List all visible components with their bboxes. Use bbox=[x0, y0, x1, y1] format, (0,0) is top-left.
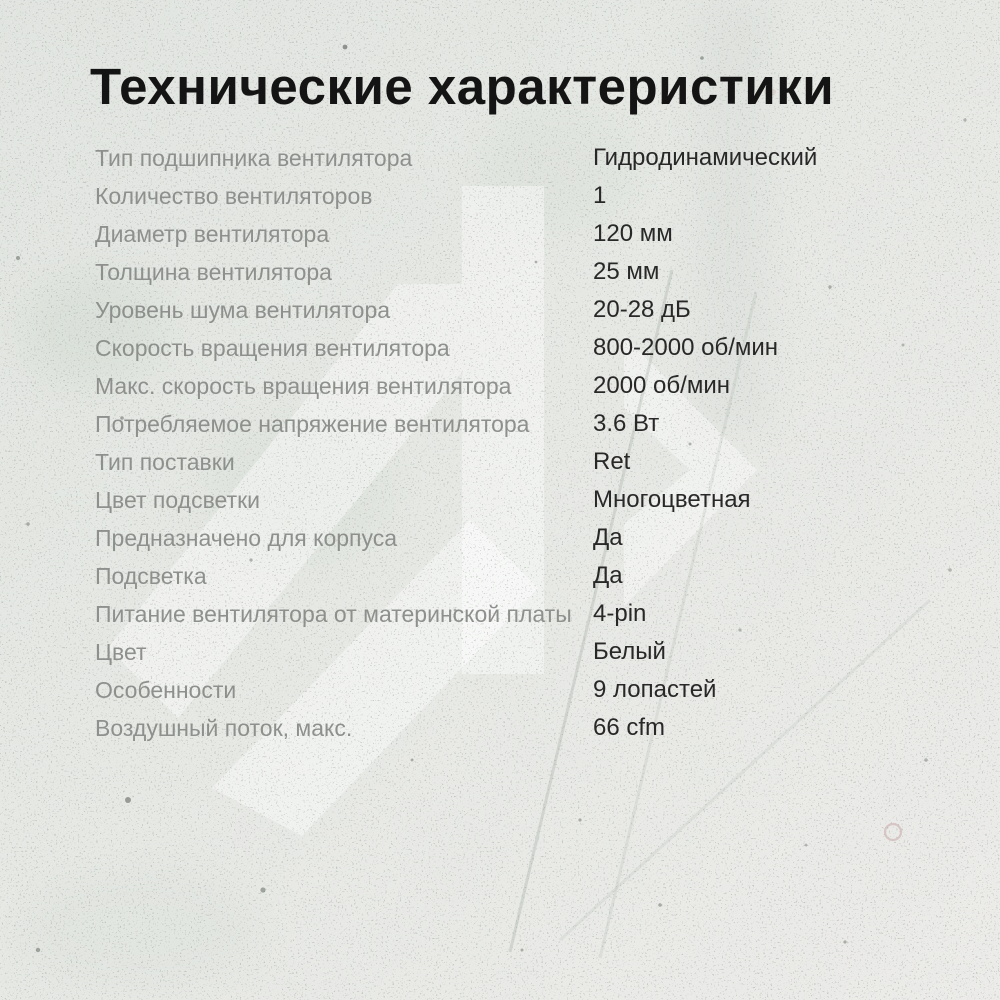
spec-value: 800-2000 об/мин bbox=[593, 334, 779, 361]
spec-row bbox=[95, 253, 965, 291]
spec-value: 66 cfm bbox=[593, 714, 666, 741]
spec-label: Питание вентилятора от материнской платы bbox=[95, 600, 572, 627]
spec-value: 1 bbox=[593, 182, 607, 209]
spec-label: Цвет подсветки bbox=[95, 486, 261, 513]
pink-blemish bbox=[885, 824, 901, 840]
spec-label: Тип подшипника вентилятора bbox=[95, 144, 413, 171]
spec-row bbox=[95, 595, 965, 633]
spec-row bbox=[95, 329, 965, 367]
spec-row bbox=[95, 481, 965, 519]
spec-label: Толщина вентилятора bbox=[95, 258, 332, 285]
spec-label: Предназначено для корпуса bbox=[95, 524, 398, 551]
spec-row bbox=[95, 367, 965, 405]
spec-table bbox=[95, 139, 965, 747]
spec-row bbox=[95, 215, 965, 253]
spec-value: Многоцветная bbox=[593, 486, 751, 513]
spec-row bbox=[95, 443, 965, 481]
spec-row bbox=[95, 405, 965, 443]
spec-row bbox=[95, 633, 965, 671]
spec-label: Цвет bbox=[95, 638, 147, 665]
spec-row bbox=[95, 671, 965, 709]
spec-value: Ret bbox=[593, 448, 631, 475]
spec-value: 120 мм bbox=[593, 220, 673, 247]
spec-value: 4-pin bbox=[593, 600, 647, 627]
spec-label: Диаметр вентилятора bbox=[95, 220, 330, 247]
spec-value: 25 мм bbox=[593, 258, 660, 285]
spec-value: 3.6 Вт bbox=[593, 410, 660, 437]
spec-label: Скорость вращения вентилятора bbox=[95, 334, 450, 361]
spec-row bbox=[95, 139, 965, 177]
spec-value: 2000 об/мин bbox=[593, 372, 730, 399]
spec-value: Да bbox=[593, 524, 623, 551]
spec-label: Потребляемое напряжение вентилятора bbox=[95, 410, 530, 437]
spec-row bbox=[95, 177, 965, 215]
spec-value: 9 лопастей bbox=[593, 676, 717, 703]
spec-label: Макс. скорость вращения вентилятора bbox=[95, 372, 512, 399]
spec-value: Гидродинамический bbox=[593, 144, 818, 171]
spec-row bbox=[95, 557, 965, 595]
spec-label: Тип поставки bbox=[95, 448, 235, 475]
spec-value: 20-28 дБ bbox=[593, 296, 691, 323]
spec-label: Уровень шума вентилятора bbox=[95, 296, 391, 323]
spec-label: Особенности bbox=[95, 676, 237, 703]
spec-label: Подсветка bbox=[95, 562, 207, 589]
spec-row bbox=[95, 519, 965, 557]
spec-value: Белый bbox=[593, 638, 666, 665]
spec-value: Да bbox=[593, 562, 623, 589]
spec-row bbox=[95, 709, 965, 747]
spec-row bbox=[95, 291, 965, 329]
page-title: Технические характеристики bbox=[90, 58, 835, 115]
spec-label: Количество вентиляторов bbox=[95, 182, 373, 209]
spec-label: Воздушный поток, макс. bbox=[95, 714, 353, 741]
